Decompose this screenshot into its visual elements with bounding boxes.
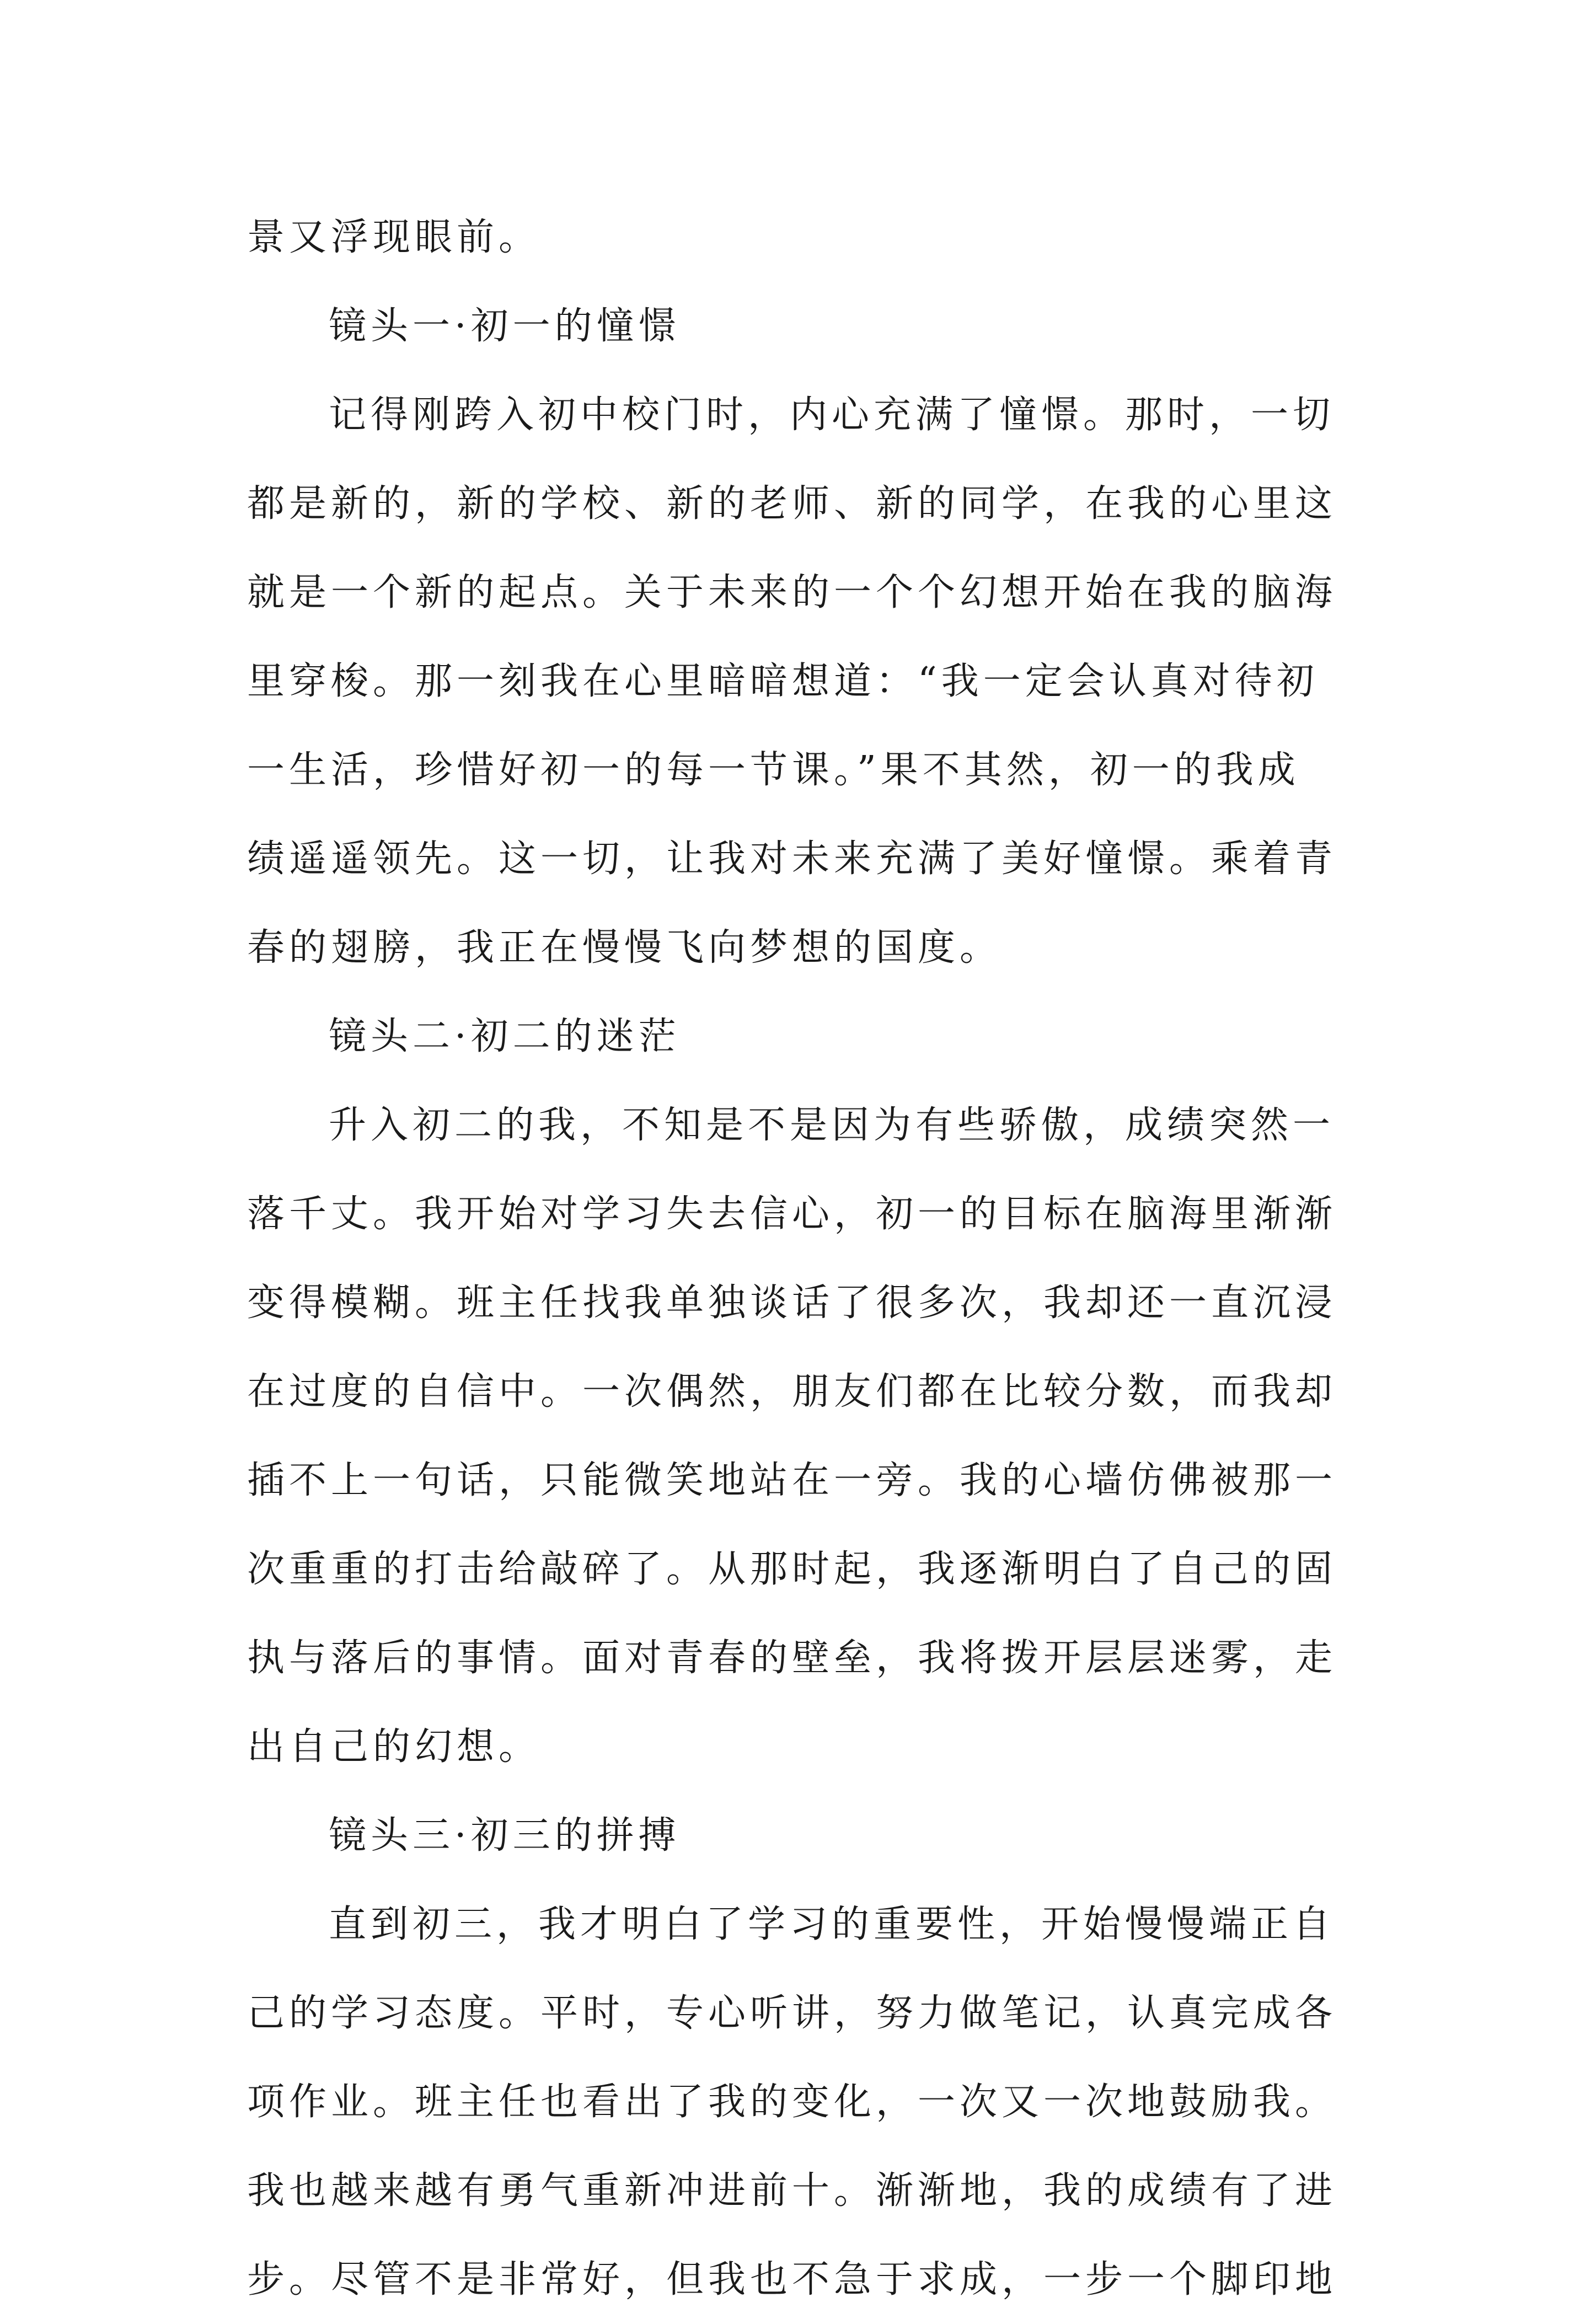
text-line: 绩遥遥领先。这一切，让我对未来充满了美好憧憬。乘着青 — [247, 837, 1337, 881]
section-heading: 镜头二·初二的迷茫 — [329, 1015, 681, 1058]
text-line: 变得模糊。班主任找我单独谈话了很多次，我却还一直沉浸 — [247, 1281, 1337, 1325]
section-heading: 镜头一·初一的憧憬 — [329, 304, 681, 348]
text-line: 项作业。班主任也看出了我的变化，一次又一次地鼓励我。 — [247, 2080, 1337, 2124]
text-line: 在过度的自信中。一次偶然，朋友们都在比较分数，而我却 — [247, 1370, 1337, 1413]
text-line: 执与落后的事情。面对青春的壁垒，我将拨开层层迷雾，走 — [247, 1636, 1337, 1680]
text-line: 落千丈。我开始对学习失去信心，初一的目标在脑海里渐渐 — [247, 1192, 1337, 1236]
text-line: 插不上一句话，只能微笑地站在一旁。我的心墙仿佛被那一 — [247, 1459, 1337, 1502]
text-line: 直到初三，我才明白了学习的重要性，开始慢慢端正自 — [329, 1903, 1335, 1946]
text-line: 就是一个新的起点。关于未来的一个个幻想开始在我的脑海 — [247, 571, 1337, 614]
text-line: 己的学习态度。平时，专心听讲，努力做笔记，认真完成各 — [247, 1991, 1337, 2035]
document-body — [247, 193, 1383, 2324]
text-line: 一生活，珍惜好初一的每一节课。”果不其然，初一的我成 — [247, 748, 1300, 792]
text-line: 都是新的，新的学校、新的老师、新的同学，在我的心里这 — [247, 482, 1337, 526]
text-line: 出自己的幻想。 — [247, 1725, 541, 1769]
text-line: 步。尽管不是非常好，但我也不急于求成，一步一个脚印地 — [247, 2258, 1337, 2301]
text-line: 春的翅膀，我正在慢慢飞向梦想的国度。 — [247, 926, 1002, 970]
text-line: 景又浮现眼前。 — [247, 216, 541, 259]
section-heading: 镜头三·初三的拼搏 — [329, 1814, 681, 1857]
text-line: 升入初二的我，不知是不是因为有些骄傲，成绩突然一 — [329, 1104, 1335, 1147]
text-line: 次重重的打击给敲碎了。从那时起，我逐渐明白了自己的固 — [247, 1547, 1337, 1591]
text-line: 我也越来越有勇气重新冲进前十。渐渐地，我的成绩有了进 — [247, 2169, 1337, 2213]
text-line: 里穿梭。那一刻我在心里暗暗想道：“我一定会认真对待初 — [247, 660, 1319, 703]
text-line: 记得刚跨入初中校门时，内心充满了憧憬。那时，一切 — [329, 393, 1335, 437]
